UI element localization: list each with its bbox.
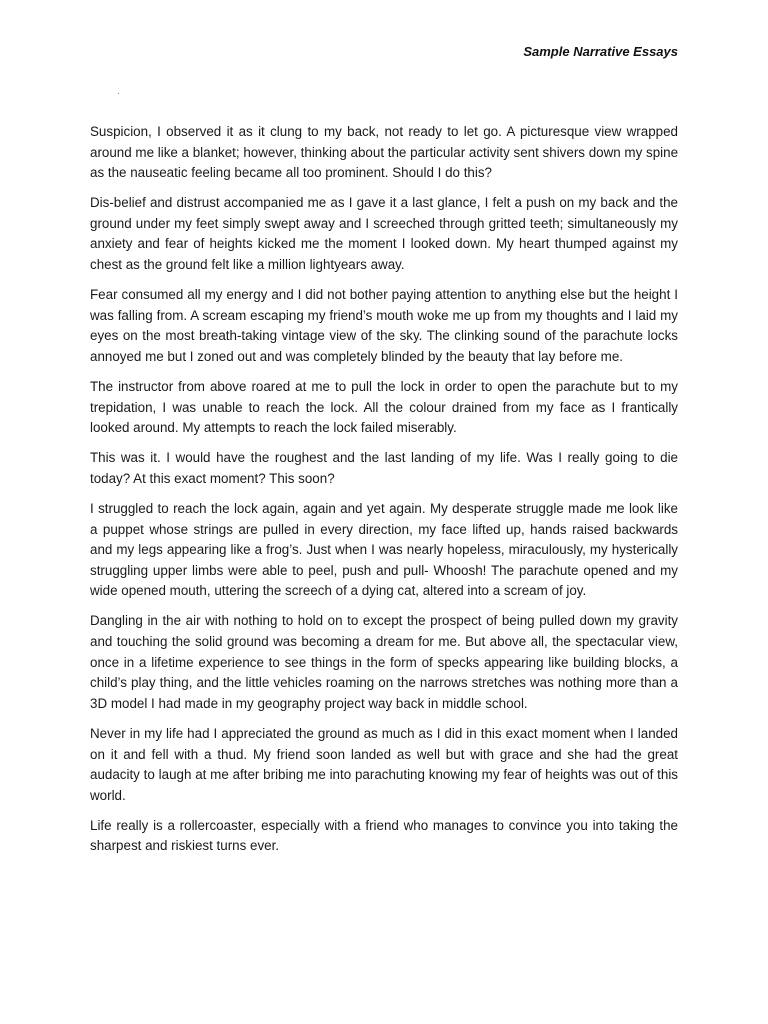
paragraph-5: This was it. I would have the roughest and the last landing of my life. Was I really going to die today? At this exact moment? This soon? bbox=[90, 450, 678, 486]
running-header: Sample Narrative Essays bbox=[523, 44, 678, 59]
stray-mark: . bbox=[117, 86, 120, 97]
paragraph-3: Fear consumed all my energy and I did not bother paying attention to anything else but the height I was falling from. A scream escaping my friend’s mouth woke me up from my thoughts and I laid my eyes on the most breath-taking vintage view of the sky. The clinking sound of the parachute locks annoyed me but I zoned out and was completely blinded by the beauty that lay before me. bbox=[90, 287, 678, 364]
essay-body bbox=[90, 122, 678, 867]
paragraph-8: Never in my life had I appreciated the ground as much as I did in this exact moment when I landed on it and fell with a thud. My friend soon landed as well but with grace and she had the great audacity to laugh at me after bribing me into parachuting knowing my fear of heights was out of this world. bbox=[90, 725, 678, 803]
paragraph-7: Dangling in the air with nothing to hold on to except the prospect of being pulled down my gravity and touching the solid ground was becoming a dream for me. But above all, the spectacular view, once in a lifetime experience to see things in the form of specks appearing like building blocks, a child’s play thing, and the little vehicles roaming on the narrows stretches was nothing more than a 3D model I had made in my geography project way back in middle school. bbox=[90, 613, 678, 711]
paragraph-1: Suspicion, I observed it as it clung to my back, not ready to let go. A picturesque view wrapped around me like a blanket; however, thinking about the particular activity sent shivers down my spine as the nauseatic feeling became all too prominent. Should I do this? bbox=[90, 124, 679, 181]
paragraph-2: Dis-belief and distrust accompanied me as I gave it a last glance, I felt a push on my back and the ground under my feet simply swept away and I screeched through gritted teeth; simultaneously my anxiety and fear of heights kicked me the moment I looked down. My heart thumped against my chest as the ground felt like a million lightyears away. bbox=[90, 195, 678, 273]
paragraph-6: I struggled to reach the lock again, again and yet again. My desperate struggle made me look like a puppet whose strings are pulled in every direction, my face lifted up, hands raised backwards and my legs appearing like a frog’s. Just when I was nearly hopeless, miraculously, my hysterically struggling upper limbs were able to peel, push and pull- Whoosh! The parachute opened and my wide opened mouth, uttering the screech of a dying cat, altered into a scream of joy. bbox=[90, 501, 678, 599]
paragraph-9: Life really is a rollercoaster, especially with a friend who manages to convince you into taking the sharpest and riskiest turns ever. bbox=[90, 817, 678, 854]
paragraph-4: The instructor from above roared at me to pull the lock in order to open the parachute but to my trepidation, I was unable to reach the lock. All the colour drained from my face as I frantically looked around. My attempts to reach the lock failed miserably. bbox=[90, 379, 678, 436]
